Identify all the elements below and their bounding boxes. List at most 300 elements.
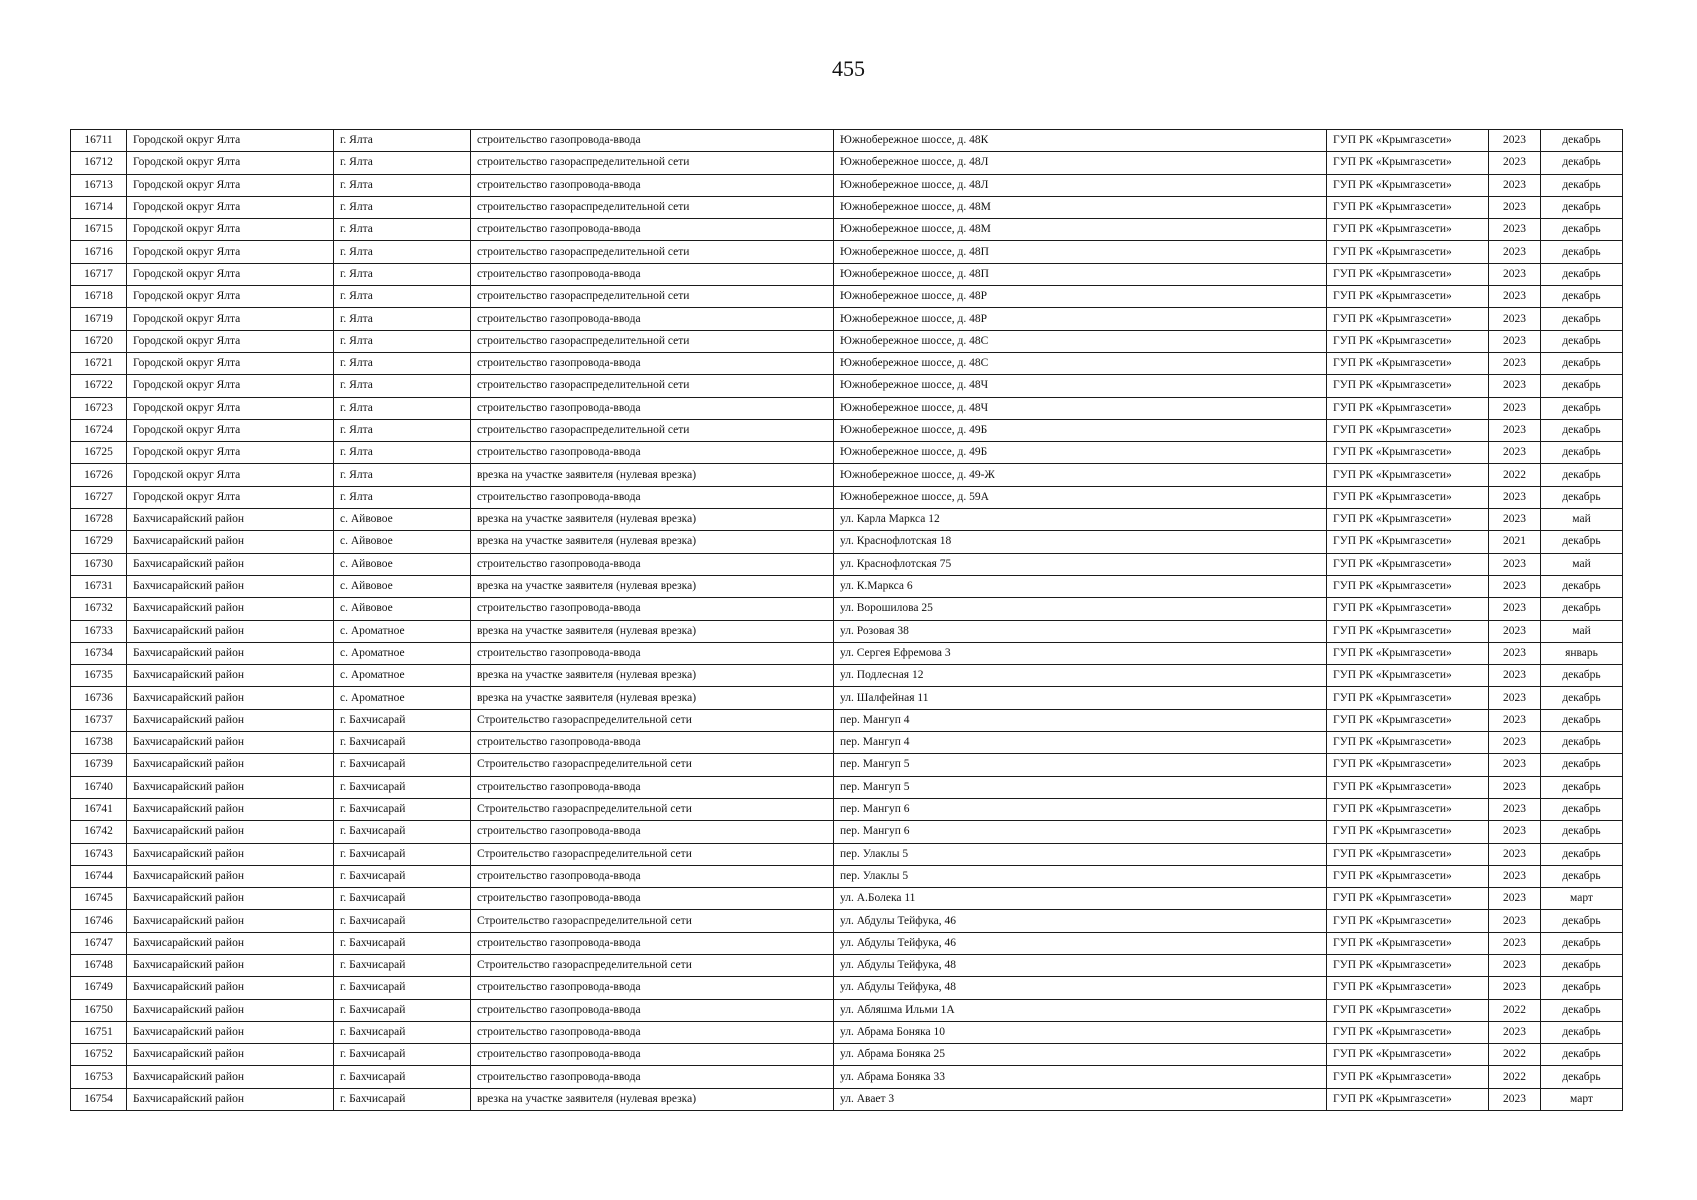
cell-settlement: г. Ялта [334, 219, 471, 241]
cell-municipality: Бахчисарайский район [127, 754, 334, 776]
cell-month: декабрь [1541, 486, 1623, 508]
table-row [71, 174, 1623, 196]
cell-record-number: 16752 [71, 1044, 127, 1066]
cell-year: 2023 [1489, 732, 1541, 754]
table-row [71, 1088, 1623, 1110]
cell-month: март [1541, 888, 1623, 910]
cell-settlement: с. Ароматное [334, 665, 471, 687]
cell-month: декабрь [1541, 865, 1623, 887]
cell-record-number: 16714 [71, 196, 127, 218]
cell-address: пер. Улаклы 5 [834, 843, 1327, 865]
cell-organization: ГУП РК «Крымгазсети» [1327, 174, 1489, 196]
cell-address: ул. Абдулы Тейфука, 46 [834, 910, 1327, 932]
cell-address: ул. А.Болека 11 [834, 888, 1327, 910]
cell-organization: ГУП РК «Крымгазсети» [1327, 709, 1489, 731]
cell-work-type: строительство газораспределительной сети [471, 152, 834, 174]
cell-address: ул. Ворошилова 25 [834, 598, 1327, 620]
cell-organization: ГУП РК «Крымгазсети» [1327, 152, 1489, 174]
cell-record-number: 16716 [71, 241, 127, 263]
cell-record-number: 16744 [71, 865, 127, 887]
cell-year: 2023 [1489, 821, 1541, 843]
cell-organization: ГУП РК «Крымгазсети» [1327, 352, 1489, 374]
table-row [71, 888, 1623, 910]
cell-municipality: Городской округ Ялта [127, 397, 334, 419]
cell-settlement: г. Бахчисарай [334, 1066, 471, 1088]
cell-municipality: Бахчисарайский район [127, 1066, 334, 1088]
cell-work-type: врезка на участке заявителя (нулевая врезка) [471, 509, 834, 531]
cell-month: май [1541, 553, 1623, 575]
cell-record-number: 16711 [71, 130, 127, 152]
cell-address: ул. Подлесная 12 [834, 665, 1327, 687]
cell-month: декабрь [1541, 821, 1623, 843]
cell-address: ул. Авает 3 [834, 1088, 1327, 1110]
table-row [71, 821, 1623, 843]
cell-municipality: Городской округ Ялта [127, 308, 334, 330]
cell-work-type: строительство газопровода-ввода [471, 553, 834, 575]
cell-organization: ГУП РК «Крымгазсети» [1327, 865, 1489, 887]
cell-organization: ГУП РК «Крымгазсети» [1327, 241, 1489, 263]
cell-address: Южнобережное шоссе, д. 48Ч [834, 375, 1327, 397]
cell-month: декабрь [1541, 954, 1623, 976]
cell-record-number: 16735 [71, 665, 127, 687]
cell-municipality: Бахчисарайский район [127, 575, 334, 597]
cell-settlement: г. Бахчисарай [334, 977, 471, 999]
cell-year: 2023 [1489, 375, 1541, 397]
cell-organization: ГУП РК «Крымгазсети» [1327, 954, 1489, 976]
cell-settlement: г. Бахчисарай [334, 732, 471, 754]
cell-work-type: врезка на участке заявителя (нулевая врезка) [471, 531, 834, 553]
cell-year: 2023 [1489, 442, 1541, 464]
cell-municipality: Бахчисарайский район [127, 553, 334, 575]
cell-settlement: г. Ялта [334, 263, 471, 285]
cell-year: 2023 [1489, 754, 1541, 776]
cell-year: 2023 [1489, 843, 1541, 865]
cell-record-number: 16728 [71, 509, 127, 531]
cell-record-number: 16739 [71, 754, 127, 776]
cell-year: 2023 [1489, 486, 1541, 508]
cell-year: 2023 [1489, 152, 1541, 174]
cell-organization: ГУП РК «Крымгазсети» [1327, 999, 1489, 1021]
table-row [71, 709, 1623, 731]
table-row [71, 330, 1623, 352]
cell-municipality: Городской округ Ялта [127, 419, 334, 441]
cell-year: 2023 [1489, 130, 1541, 152]
cell-record-number: 16740 [71, 776, 127, 798]
cell-address: ул. Абдулы Тейфука, 46 [834, 932, 1327, 954]
cell-municipality: Бахчисарайский район [127, 665, 334, 687]
cell-organization: ГУП РК «Крымгазсети» [1327, 464, 1489, 486]
cell-record-number: 16730 [71, 553, 127, 575]
cell-organization: ГУП РК «Крымгазсети» [1327, 330, 1489, 352]
cell-settlement: г. Бахчисарай [334, 1021, 471, 1043]
cell-month: декабрь [1541, 241, 1623, 263]
cell-work-type: строительство газопровода-ввода [471, 821, 834, 843]
cell-settlement: г. Ялта [334, 330, 471, 352]
cell-year: 2023 [1489, 575, 1541, 597]
cell-year: 2023 [1489, 196, 1541, 218]
cell-month: декабрь [1541, 932, 1623, 954]
cell-record-number: 16721 [71, 352, 127, 374]
cell-record-number: 16754 [71, 1088, 127, 1110]
cell-work-type: врезка на участке заявителя (нулевая врезка) [471, 464, 834, 486]
cell-month: декабрь [1541, 977, 1623, 999]
table-row [71, 999, 1623, 1021]
cell-settlement: г. Ялта [334, 152, 471, 174]
table-row [71, 665, 1623, 687]
cell-municipality: Бахчисарайский район [127, 1021, 334, 1043]
cell-organization: ГУП РК «Крымгазсети» [1327, 219, 1489, 241]
cell-settlement: г. Ялта [334, 308, 471, 330]
cell-month: декабрь [1541, 798, 1623, 820]
cell-work-type: Строительство газораспределительной сети [471, 910, 834, 932]
table-row [71, 620, 1623, 642]
cell-work-type: врезка на участке заявителя (нулевая врезка) [471, 575, 834, 597]
cell-municipality: Бахчисарайский район [127, 999, 334, 1021]
cell-municipality: Городской округ Ялта [127, 464, 334, 486]
cell-municipality: Бахчисарайский район [127, 888, 334, 910]
cell-work-type: Строительство газораспределительной сети [471, 843, 834, 865]
cell-work-type: строительство газопровода-ввода [471, 263, 834, 285]
cell-organization: ГУП РК «Крымгазсети» [1327, 263, 1489, 285]
cell-settlement: г. Бахчисарай [334, 1088, 471, 1110]
cell-municipality: Бахчисарайский район [127, 843, 334, 865]
cell-address: Южнобережное шоссе, д. 48Ч [834, 397, 1327, 419]
cell-record-number: 16726 [71, 464, 127, 486]
cell-year: 2023 [1489, 709, 1541, 731]
cell-month: декабрь [1541, 1066, 1623, 1088]
cell-record-number: 16722 [71, 375, 127, 397]
cell-address: пер. Улаклы 5 [834, 865, 1327, 887]
cell-address: ул. Абрама Боняка 25 [834, 1044, 1327, 1066]
cell-municipality: Бахчисарайский район [127, 954, 334, 976]
cell-work-type: строительство газораспределительной сети [471, 419, 834, 441]
cell-month: декабрь [1541, 330, 1623, 352]
cell-month: декабрь [1541, 575, 1623, 597]
cell-settlement: г. Ялта [334, 486, 471, 508]
cell-settlement: г. Ялта [334, 419, 471, 441]
cell-work-type: строительство газопровода-ввода [471, 352, 834, 374]
cell-month: декабрь [1541, 286, 1623, 308]
cell-settlement: г. Ялта [334, 241, 471, 263]
table-row [71, 732, 1623, 754]
cell-organization: ГУП РК «Крымгазсети» [1327, 843, 1489, 865]
cell-month: декабрь [1541, 1044, 1623, 1066]
cell-municipality: Бахчисарайский район [127, 531, 334, 553]
table-row [71, 1044, 1623, 1066]
cell-work-type: строительство газопровода-ввода [471, 598, 834, 620]
table-row [71, 687, 1623, 709]
cell-month: декабрь [1541, 598, 1623, 620]
cell-settlement: с. Ароматное [334, 642, 471, 664]
cell-year: 2023 [1489, 419, 1541, 441]
cell-year: 2023 [1489, 687, 1541, 709]
table-row [71, 352, 1623, 374]
table-row [71, 932, 1623, 954]
cell-record-number: 16734 [71, 642, 127, 664]
cell-address: ул. К.Маркса 6 [834, 575, 1327, 597]
cell-record-number: 16732 [71, 598, 127, 620]
cell-settlement: г. Бахчисарай [334, 821, 471, 843]
cell-address: пер. Мангуп 5 [834, 754, 1327, 776]
cell-municipality: Бахчисарайский район [127, 798, 334, 820]
cell-municipality: Бахчисарайский район [127, 776, 334, 798]
cell-settlement: с. Айвовое [334, 553, 471, 575]
cell-organization: ГУП РК «Крымгазсети» [1327, 1088, 1489, 1110]
cell-organization: ГУП РК «Крымгазсети» [1327, 932, 1489, 954]
table-row [71, 130, 1623, 152]
cell-settlement: с. Айвовое [334, 598, 471, 620]
table-row [71, 263, 1623, 285]
cell-month: январь [1541, 642, 1623, 664]
cell-municipality: Городской округ Ялта [127, 375, 334, 397]
cell-settlement: г. Ялта [334, 442, 471, 464]
cell-settlement: г. Ялта [334, 397, 471, 419]
cell-address: пер. Мангуп 6 [834, 821, 1327, 843]
table-row [71, 308, 1623, 330]
cell-work-type: врезка на участке заявителя (нулевая врезка) [471, 687, 834, 709]
cell-work-type: строительство газопровода-ввода [471, 1066, 834, 1088]
cell-month: декабрь [1541, 732, 1623, 754]
cell-address: Южнобережное шоссе, д. 48Л [834, 174, 1327, 196]
cell-year: 2022 [1489, 464, 1541, 486]
cell-address: ул. Абдулы Тейфука, 48 [834, 954, 1327, 976]
cell-address: ул. Карла Маркса 12 [834, 509, 1327, 531]
cell-month: декабрь [1541, 152, 1623, 174]
cell-work-type: строительство газопровода-ввода [471, 219, 834, 241]
cell-year: 2023 [1489, 620, 1541, 642]
cell-record-number: 16743 [71, 843, 127, 865]
cell-record-number: 16724 [71, 419, 127, 441]
cell-work-type: строительство газопровода-ввода [471, 977, 834, 999]
cell-record-number: 16717 [71, 263, 127, 285]
cell-month: декабрь [1541, 754, 1623, 776]
cell-month: декабрь [1541, 665, 1623, 687]
cell-settlement: г. Ялта [334, 174, 471, 196]
table-row [71, 397, 1623, 419]
cell-address: ул. Абдулы Тейфука, 48 [834, 977, 1327, 999]
cell-year: 2023 [1489, 776, 1541, 798]
cell-municipality: Городской округ Ялта [127, 330, 334, 352]
cell-organization: ГУП РК «Крымгазсети» [1327, 1044, 1489, 1066]
cell-record-number: 16720 [71, 330, 127, 352]
cell-organization: ГУП РК «Крымгазсети» [1327, 977, 1489, 999]
cell-month: декабрь [1541, 910, 1623, 932]
cell-settlement: г. Ялта [334, 286, 471, 308]
cell-work-type: строительство газопровода-ввода [471, 776, 834, 798]
cell-settlement: г. Бахчисарай [334, 910, 471, 932]
cell-organization: ГУП РК «Крымгазсети» [1327, 308, 1489, 330]
cell-organization: ГУП РК «Крымгазсети» [1327, 642, 1489, 664]
cell-municipality: Городской округ Ялта [127, 241, 334, 263]
cell-month: декабрь [1541, 442, 1623, 464]
table-row [71, 642, 1623, 664]
cell-year: 2023 [1489, 888, 1541, 910]
table-row [71, 977, 1623, 999]
cell-record-number: 16742 [71, 821, 127, 843]
cell-organization: ГУП РК «Крымгазсети» [1327, 821, 1489, 843]
cell-settlement: г. Бахчисарай [334, 932, 471, 954]
cell-address: Южнобережное шоссе, д. 48П [834, 263, 1327, 285]
cell-settlement: г. Бахчисарай [334, 709, 471, 731]
cell-record-number: 16731 [71, 575, 127, 597]
cell-month: декабрь [1541, 843, 1623, 865]
cell-settlement: г. Бахчисарай [334, 776, 471, 798]
cell-organization: ГУП РК «Крымгазсети» [1327, 509, 1489, 531]
cell-work-type: строительство газопровода-ввода [471, 1021, 834, 1043]
cell-address: пер. Мангуп 4 [834, 709, 1327, 731]
cell-address: ул. Сергея Ефремова 3 [834, 642, 1327, 664]
cell-organization: ГУП РК «Крымгазсети» [1327, 1021, 1489, 1043]
cell-record-number: 16751 [71, 1021, 127, 1043]
table-row [71, 219, 1623, 241]
cell-month: декабрь [1541, 776, 1623, 798]
cell-work-type: строительство газопровода-ввода [471, 397, 834, 419]
cell-month: декабрь [1541, 1021, 1623, 1043]
cell-work-type: строительство газопровода-ввода [471, 130, 834, 152]
cell-municipality: Городской округ Ялта [127, 152, 334, 174]
cell-record-number: 16746 [71, 910, 127, 932]
table-row [71, 1066, 1623, 1088]
cell-month: май [1541, 509, 1623, 531]
cell-organization: ГУП РК «Крымгазсети» [1327, 1066, 1489, 1088]
table-row [71, 798, 1623, 820]
cell-settlement: г. Ялта [334, 352, 471, 374]
cell-month: декабрь [1541, 687, 1623, 709]
cell-organization: ГУП РК «Крымгазсети» [1327, 486, 1489, 508]
cell-record-number: 16736 [71, 687, 127, 709]
cell-settlement: г. Бахчисарай [334, 1044, 471, 1066]
cell-address: ул. Абрама Боняка 10 [834, 1021, 1327, 1043]
table-row [71, 1021, 1623, 1043]
cell-year: 2023 [1489, 308, 1541, 330]
cell-address: Южнобережное шоссе, д. 49Б [834, 442, 1327, 464]
cell-municipality: Городской округ Ялта [127, 219, 334, 241]
cell-organization: ГУП РК «Крымгазсети» [1327, 196, 1489, 218]
cell-month: март [1541, 1088, 1623, 1110]
cell-municipality: Бахчисарайский район [127, 821, 334, 843]
cell-organization: ГУП РК «Крымгазсети» [1327, 687, 1489, 709]
cell-organization: ГУП РК «Крымгазсети» [1327, 620, 1489, 642]
cell-work-type: строительство газопровода-ввода [471, 888, 834, 910]
cell-year: 2023 [1489, 954, 1541, 976]
cell-municipality: Городской округ Ялта [127, 442, 334, 464]
cell-year: 2023 [1489, 598, 1541, 620]
cell-year: 2023 [1489, 241, 1541, 263]
cell-settlement: г. Бахчисарай [334, 999, 471, 1021]
cell-work-type: строительство газораспределительной сети [471, 241, 834, 263]
cell-month: декабрь [1541, 397, 1623, 419]
cell-year: 2023 [1489, 642, 1541, 664]
cell-month: декабрь [1541, 999, 1623, 1021]
cell-record-number: 16712 [71, 152, 127, 174]
cell-work-type: строительство газопровода-ввода [471, 999, 834, 1021]
cell-settlement: г. Ялта [334, 130, 471, 152]
cell-address: Южнобережное шоссе, д. 49Б [834, 419, 1327, 441]
table-row [71, 843, 1623, 865]
cell-municipality: Бахчисарайский район [127, 509, 334, 531]
cell-municipality: Городской округ Ялта [127, 174, 334, 196]
cell-record-number: 16729 [71, 531, 127, 553]
cell-municipality: Бахчисарайский район [127, 709, 334, 731]
cell-settlement: г. Бахчисарай [334, 865, 471, 887]
cell-settlement: с. Ароматное [334, 620, 471, 642]
cell-settlement: г. Бахчисарай [334, 888, 471, 910]
cell-record-number: 16738 [71, 732, 127, 754]
cell-organization: ГУП РК «Крымгазсети» [1327, 130, 1489, 152]
cell-address: Южнобережное шоссе, д. 49-Ж [834, 464, 1327, 486]
table-row [71, 954, 1623, 976]
cell-organization: ГУП РК «Крымгазсети» [1327, 286, 1489, 308]
cell-work-type: строительство газораспределительной сети [471, 330, 834, 352]
cell-organization: ГУП РК «Крымгазсети» [1327, 442, 1489, 464]
cell-record-number: 16725 [71, 442, 127, 464]
table-row [71, 776, 1623, 798]
cell-record-number: 16737 [71, 709, 127, 731]
cell-record-number: 16741 [71, 798, 127, 820]
cell-year: 2022 [1489, 1044, 1541, 1066]
table-row [71, 598, 1623, 620]
cell-work-type: Строительство газораспределительной сети [471, 709, 834, 731]
cell-organization: ГУП РК «Крымгазсети» [1327, 732, 1489, 754]
cell-organization: ГУП РК «Крымгазсети» [1327, 531, 1489, 553]
cell-record-number: 16719 [71, 308, 127, 330]
cell-organization: ГУП РК «Крымгазсети» [1327, 553, 1489, 575]
cell-record-number: 16753 [71, 1066, 127, 1088]
cell-month: декабрь [1541, 130, 1623, 152]
cell-municipality: Бахчисарайский район [127, 910, 334, 932]
cell-month: декабрь [1541, 352, 1623, 374]
cell-address: ул. Розовая 38 [834, 620, 1327, 642]
cell-work-type: строительство газопровода-ввода [471, 865, 834, 887]
cell-address: ул. Шалфейная 11 [834, 687, 1327, 709]
cell-month: декабрь [1541, 196, 1623, 218]
cell-municipality: Бахчисарайский район [127, 642, 334, 664]
cell-work-type: врезка на участке заявителя (нулевая врезка) [471, 620, 834, 642]
cell-organization: ГУП РК «Крымгазсети» [1327, 419, 1489, 441]
table-row [71, 442, 1623, 464]
cell-organization: ГУП РК «Крымгазсети» [1327, 397, 1489, 419]
cell-work-type: строительство газопровода-ввода [471, 732, 834, 754]
table-body [71, 130, 1623, 1111]
cell-month: декабрь [1541, 531, 1623, 553]
cell-municipality: Бахчисарайский район [127, 1088, 334, 1110]
cell-record-number: 16745 [71, 888, 127, 910]
cell-address: ул. Краснофлотская 18 [834, 531, 1327, 553]
cell-municipality: Городской округ Ялта [127, 286, 334, 308]
cell-year: 2023 [1489, 1021, 1541, 1043]
table-row [71, 241, 1623, 263]
cell-work-type: врезка на участке заявителя (нулевая врезка) [471, 1088, 834, 1110]
cell-month: декабрь [1541, 219, 1623, 241]
cell-year: 2021 [1489, 531, 1541, 553]
table-row [71, 509, 1623, 531]
cell-work-type: строительство газопровода-ввода [471, 642, 834, 664]
cell-address: ул. Краснофлотская 75 [834, 553, 1327, 575]
table-row [71, 375, 1623, 397]
cell-organization: ГУП РК «Крымгазсети» [1327, 665, 1489, 687]
cell-settlement: г. Ялта [334, 375, 471, 397]
table-row [71, 910, 1623, 932]
cell-year: 2023 [1489, 665, 1541, 687]
cell-year: 2023 [1489, 263, 1541, 285]
cell-year: 2023 [1489, 219, 1541, 241]
cell-address: Южнобережное шоссе, д. 48Р [834, 308, 1327, 330]
cell-work-type: строительство газораспределительной сети [471, 375, 834, 397]
cell-year: 2022 [1489, 1066, 1541, 1088]
cell-organization: ГУП РК «Крымгазсети» [1327, 754, 1489, 776]
cell-work-type: строительство газораспределительной сети [471, 286, 834, 308]
cell-municipality: Бахчисарайский район [127, 687, 334, 709]
